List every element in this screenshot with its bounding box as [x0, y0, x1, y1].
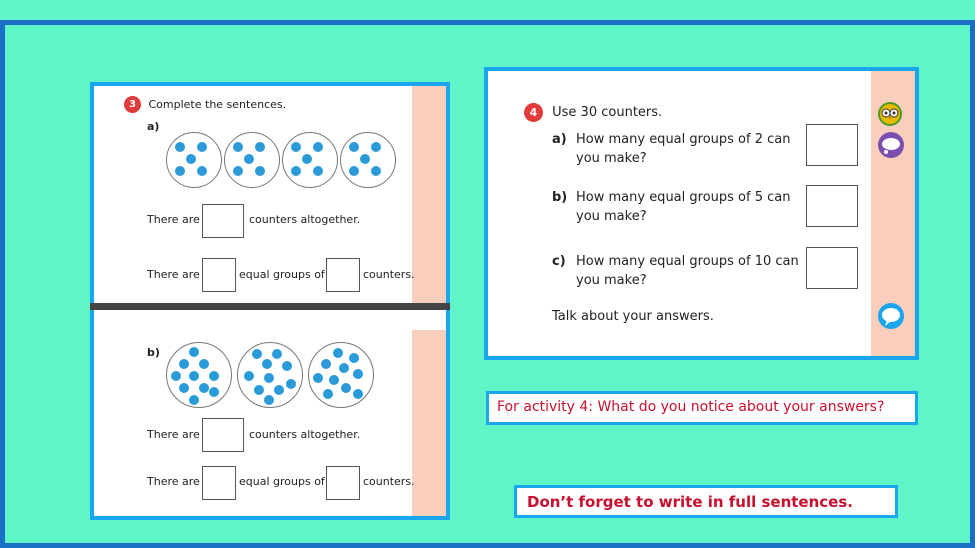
- answer-box[interactable]: [202, 258, 236, 292]
- counter-dot: [197, 166, 207, 176]
- activity4-card: [484, 67, 919, 360]
- counter-dot: [313, 142, 323, 152]
- sentence-text: equal groups of: [239, 475, 325, 488]
- divider: [90, 303, 450, 310]
- sentence-text: There are: [147, 428, 200, 441]
- activity-number-badge: 4: [524, 103, 543, 122]
- answer-box[interactable]: [202, 418, 244, 452]
- sentence-text: counters altogether.: [249, 213, 361, 226]
- activity3-card-b: [90, 310, 450, 520]
- activity4-heading: [524, 103, 662, 122]
- counter-dot: [349, 142, 359, 152]
- answer-box[interactable]: [806, 247, 858, 289]
- counter-dot: [262, 359, 272, 369]
- counter-dot: [186, 154, 196, 164]
- counter-dot: [291, 142, 301, 152]
- counter-dot: [329, 375, 339, 385]
- counter-group: [340, 132, 396, 188]
- notice-banner: For activity 4: What do you notice about your answers?: [486, 391, 918, 425]
- counter-group: [166, 342, 232, 408]
- counter-dot: [339, 363, 349, 373]
- counter-dot: [255, 166, 265, 176]
- activity-number-badge: 3: [124, 96, 141, 113]
- activity3-heading: [124, 96, 286, 113]
- counter-dot: [244, 154, 254, 164]
- counter-dot: [252, 349, 262, 359]
- counter-group: [237, 342, 303, 408]
- counter-group: [282, 132, 338, 188]
- reminder-banner: Don’t forget to write in full sentences.: [514, 485, 898, 518]
- counter-dot: [233, 166, 243, 176]
- part-b-label: b): [147, 346, 160, 359]
- counter-dot: [244, 371, 254, 381]
- owl-icon: [878, 102, 902, 126]
- counter-dot: [371, 142, 381, 152]
- sentence-text: counters.: [363, 475, 415, 488]
- counter-dot: [323, 389, 333, 399]
- counter-dot: [189, 371, 199, 381]
- counter-dot: [282, 361, 292, 371]
- side-strip: [412, 86, 446, 306]
- counter-dot: [333, 348, 343, 358]
- answer-box[interactable]: [806, 124, 858, 166]
- counter-dot: [189, 347, 199, 357]
- answer-box[interactable]: [326, 258, 360, 292]
- question-b: b) How many equal groups of 5 can you make?: [552, 190, 791, 224]
- counter-dot: [199, 383, 209, 393]
- counter-dot: [360, 154, 370, 164]
- answer-box[interactable]: [202, 204, 244, 238]
- counter-dot: [189, 395, 199, 405]
- counter-group: [224, 132, 280, 188]
- counter-dot: [353, 389, 363, 399]
- sentence-text: There are: [147, 268, 200, 281]
- activity3-card-a: [90, 82, 450, 306]
- counter-dot: [209, 371, 219, 381]
- counter-dot: [313, 373, 323, 383]
- answer-box[interactable]: [806, 185, 858, 227]
- counter-dot: [353, 369, 363, 379]
- counter-dot: [349, 353, 359, 363]
- counter-dot: [264, 373, 274, 383]
- counter-dot: [197, 142, 207, 152]
- speech-bubble-icon: [878, 303, 904, 329]
- counter-dot: [254, 385, 264, 395]
- counter-dot: [321, 359, 331, 369]
- counter-dot: [179, 383, 189, 393]
- counter-dot: [302, 154, 312, 164]
- counter-dot: [341, 383, 351, 393]
- counter-dot: [175, 166, 185, 176]
- counter-group: [308, 342, 374, 408]
- sentence-text: There are: [147, 475, 200, 488]
- counter-dot: [175, 142, 185, 152]
- counter-group: [166, 132, 222, 188]
- counter-dot: [349, 166, 359, 176]
- counter-dot: [255, 142, 265, 152]
- counter-dot: [272, 349, 282, 359]
- question-a: a) How many equal groups of 2 can you make?: [552, 132, 791, 166]
- counter-dot: [209, 387, 219, 397]
- side-strip: [412, 330, 446, 516]
- sentence-text: counters altogether.: [249, 428, 361, 441]
- answer-box[interactable]: [202, 466, 236, 500]
- talk-prompt: Talk about your answers.: [552, 309, 714, 324]
- counter-dot: [233, 142, 243, 152]
- activity4-title: Use 30 counters.: [552, 105, 663, 120]
- sentence-text: equal groups of: [239, 268, 325, 281]
- counter-dot: [171, 371, 181, 381]
- thought-cloud-icon: [878, 132, 904, 158]
- counter-dot: [179, 359, 189, 369]
- sentence-text: There are: [147, 213, 200, 226]
- sentence-text: counters.: [363, 268, 415, 281]
- counter-dot: [371, 166, 381, 176]
- answer-box[interactable]: [326, 466, 360, 500]
- activity3-title: Complete the sentences.: [148, 98, 287, 111]
- counter-dot: [264, 395, 274, 405]
- question-c: c) How many equal groups of 10 can you make?: [552, 254, 799, 288]
- counter-dot: [199, 359, 209, 369]
- counter-dot: [274, 385, 284, 395]
- counter-dot: [313, 166, 323, 176]
- part-a-label: a): [147, 120, 160, 133]
- counter-dot: [291, 166, 301, 176]
- counter-dot: [286, 379, 296, 389]
